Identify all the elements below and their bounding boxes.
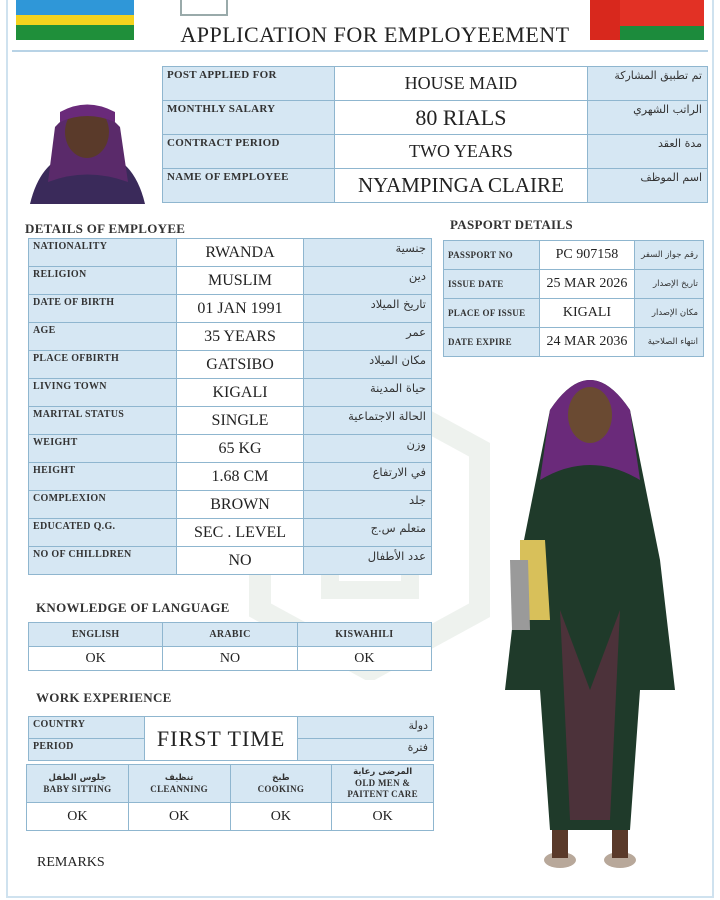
table-row	[29, 463, 432, 491]
rwanda-flag-icon	[16, 0, 134, 40]
table-row	[27, 803, 434, 831]
monthly-salary-value: 80 RIALS	[334, 101, 588, 135]
skill-label: BABY SITTING	[43, 783, 112, 794]
skill-value: OK	[332, 803, 434, 831]
post-applied-label: POST APPLIED FOR	[163, 67, 335, 101]
skill-header	[230, 765, 332, 803]
passport-label: PASSPORT NO	[444, 241, 540, 270]
monthly-salary-arabic: الراتب الشهري	[588, 101, 708, 135]
table-row	[29, 267, 432, 295]
title-divider	[12, 50, 708, 52]
detail-arabic: وزن	[304, 435, 432, 463]
detail-arabic: دين	[304, 267, 432, 295]
employee-fullbody-photo	[490, 360, 690, 880]
employee-name-arabic: اسم الموظف	[588, 169, 708, 203]
detail-value: 65 KG	[176, 435, 304, 463]
detail-value: KIGALI	[176, 379, 304, 407]
language-header-english: ENGLISH	[29, 623, 163, 647]
table-row	[29, 435, 432, 463]
passport-value: KIGALI	[539, 299, 635, 328]
detail-label: WEIGHT	[29, 435, 177, 463]
language-value-english: OK	[29, 647, 163, 671]
skill-value: OK	[27, 803, 129, 831]
skill-label: OLD MEN & PAITENT CARE	[347, 778, 418, 799]
table-row	[29, 491, 432, 519]
passport-arabic: رقم جواز السفر	[635, 241, 704, 270]
detail-arabic: عدد الأطفال	[304, 547, 432, 575]
passport-label: DATE EXPIRE	[444, 328, 540, 357]
skill-header	[27, 765, 129, 803]
passport-details-title: PASPORT DETAILS	[450, 217, 573, 232]
detail-value: 1.68 CM	[176, 463, 304, 491]
table-row	[29, 295, 432, 323]
table-row	[29, 379, 432, 407]
detail-value: GATSIBO	[176, 351, 304, 379]
header-table	[162, 66, 708, 203]
table-row	[444, 299, 704, 328]
employee-details-table	[28, 238, 432, 575]
table-row	[29, 407, 432, 435]
work-experience-table	[28, 716, 434, 761]
country-label: COUNTRY	[29, 717, 145, 739]
language-table	[28, 622, 432, 671]
table-row	[29, 239, 432, 267]
detail-label: LIVING TOWN	[29, 379, 177, 407]
skill-header	[332, 765, 434, 803]
detail-label: DATE OF BIRTH	[29, 295, 177, 323]
language-header-kiswahili: KISWAHILI	[297, 623, 431, 647]
table-row	[29, 717, 434, 739]
passport-arabic: مكان الإصدار	[635, 299, 704, 328]
skill-arabic: طبخ	[272, 772, 290, 783]
detail-value: MUSLIM	[176, 267, 304, 295]
skill-label: CLEANNING	[150, 783, 208, 794]
detail-arabic: تاريخ الميلاد	[304, 295, 432, 323]
period-label: PERIOD	[29, 739, 145, 761]
language-value-kiswahili: OK	[297, 647, 431, 671]
table-row	[444, 270, 704, 299]
contract-period-arabic: مدة العقد	[588, 135, 708, 169]
remarks-label: REMARKS	[37, 855, 105, 870]
detail-label: NO OF CHILLDREN	[29, 547, 177, 575]
detail-label: PLACE OFBIRTH	[29, 351, 177, 379]
skills-table	[26, 764, 434, 831]
detail-arabic: عمر	[304, 323, 432, 351]
oman-flag-icon	[590, 0, 704, 40]
language-header-arabic: ARABIC	[163, 623, 297, 647]
monthly-salary-label: MONTHLY SALARY	[163, 101, 335, 135]
passport-details-table	[443, 240, 704, 357]
period-arabic: فترة	[298, 739, 434, 761]
passport-arabic: تاريخ الإصدار	[635, 270, 704, 299]
passport-value: PC 907158	[539, 241, 635, 270]
table-row	[163, 169, 708, 203]
skill-arabic: المرضى رعاية	[353, 767, 413, 777]
post-applied-value: HOUSE MAID	[334, 67, 588, 101]
table-row	[163, 101, 708, 135]
detail-value: SINGLE	[176, 407, 304, 435]
country-arabic: دولة	[298, 717, 434, 739]
table-row	[163, 67, 708, 101]
passport-value: 24 MAR 2036	[539, 328, 635, 357]
passport-label: PLACE OF ISSUE	[444, 299, 540, 328]
detail-value: BROWN	[176, 491, 304, 519]
detail-value: 35 YEARS	[176, 323, 304, 351]
skill-label: COOKING	[257, 783, 305, 794]
passport-arabic: انتهاء الصلاحية	[635, 328, 704, 357]
contract-period-label: CONTRACT PERIOD	[163, 135, 335, 169]
document-title: APPLICATION FOR EMPLOYEEMENT	[180, 22, 570, 47]
employee-name-label: NAME OF EMPLOYEE	[163, 169, 335, 203]
detail-arabic: مكان الميلاد	[304, 351, 432, 379]
skill-arabic: جلوس الطفل	[48, 772, 107, 783]
employee-portrait-photo	[20, 92, 155, 204]
table-row	[29, 547, 432, 575]
detail-label: COMPLEXION	[29, 491, 177, 519]
agency-logo-icon	[180, 0, 228, 16]
detail-arabic: جنسية	[304, 239, 432, 267]
detail-arabic: الحالة الاجتماعية	[304, 407, 432, 435]
table-row	[444, 328, 704, 357]
passport-value: 25 MAR 2026	[539, 270, 635, 299]
language-value-arabic: NO	[163, 647, 297, 671]
detail-label: HEIGHT	[29, 463, 177, 491]
detail-label: MARITAL STATUS	[29, 407, 177, 435]
skill-arabic: تنظيف	[164, 772, 194, 783]
experience-value: FIRST TIME	[144, 717, 298, 761]
language-title: KNOWLEDGE OF LANGUAGE	[36, 600, 230, 615]
employee-name-value: NYAMPINGA CLAIRE	[334, 169, 588, 203]
table-row	[29, 519, 432, 547]
employee-details-title: DETAILS OF EMPLOYEE	[25, 221, 186, 236]
work-experience-title: WORK EXPERIENCE	[36, 690, 172, 705]
detail-value: SEC . LEVEL	[176, 519, 304, 547]
skill-value: OK	[230, 803, 332, 831]
skill-value: OK	[128, 803, 230, 831]
detail-label: NATIONALITY	[29, 239, 177, 267]
detail-label: RELIGION	[29, 267, 177, 295]
contract-period-value: TWO YEARS	[334, 135, 588, 169]
detail-arabic: في الارتفاع	[304, 463, 432, 491]
detail-arabic: حياة المدينة	[304, 379, 432, 407]
skill-header	[128, 765, 230, 803]
detail-arabic: متعلم س.ج	[304, 519, 432, 547]
table-row	[163, 135, 708, 169]
table-row	[29, 351, 432, 379]
table-row	[29, 647, 432, 671]
detail-value: NO	[176, 547, 304, 575]
detail-label: EDUCATED Q.G.	[29, 519, 177, 547]
detail-arabic: جلد	[304, 491, 432, 519]
table-row	[29, 623, 432, 647]
table-row	[27, 765, 434, 803]
passport-label: ISSUE DATE	[444, 270, 540, 299]
detail-value: 01 JAN 1991	[176, 295, 304, 323]
post-applied-arabic: تم تطبيق المشاركة	[588, 67, 708, 101]
table-row	[444, 241, 704, 270]
detail-value: RWANDA	[176, 239, 304, 267]
detail-label: AGE	[29, 323, 177, 351]
table-row	[29, 323, 432, 351]
